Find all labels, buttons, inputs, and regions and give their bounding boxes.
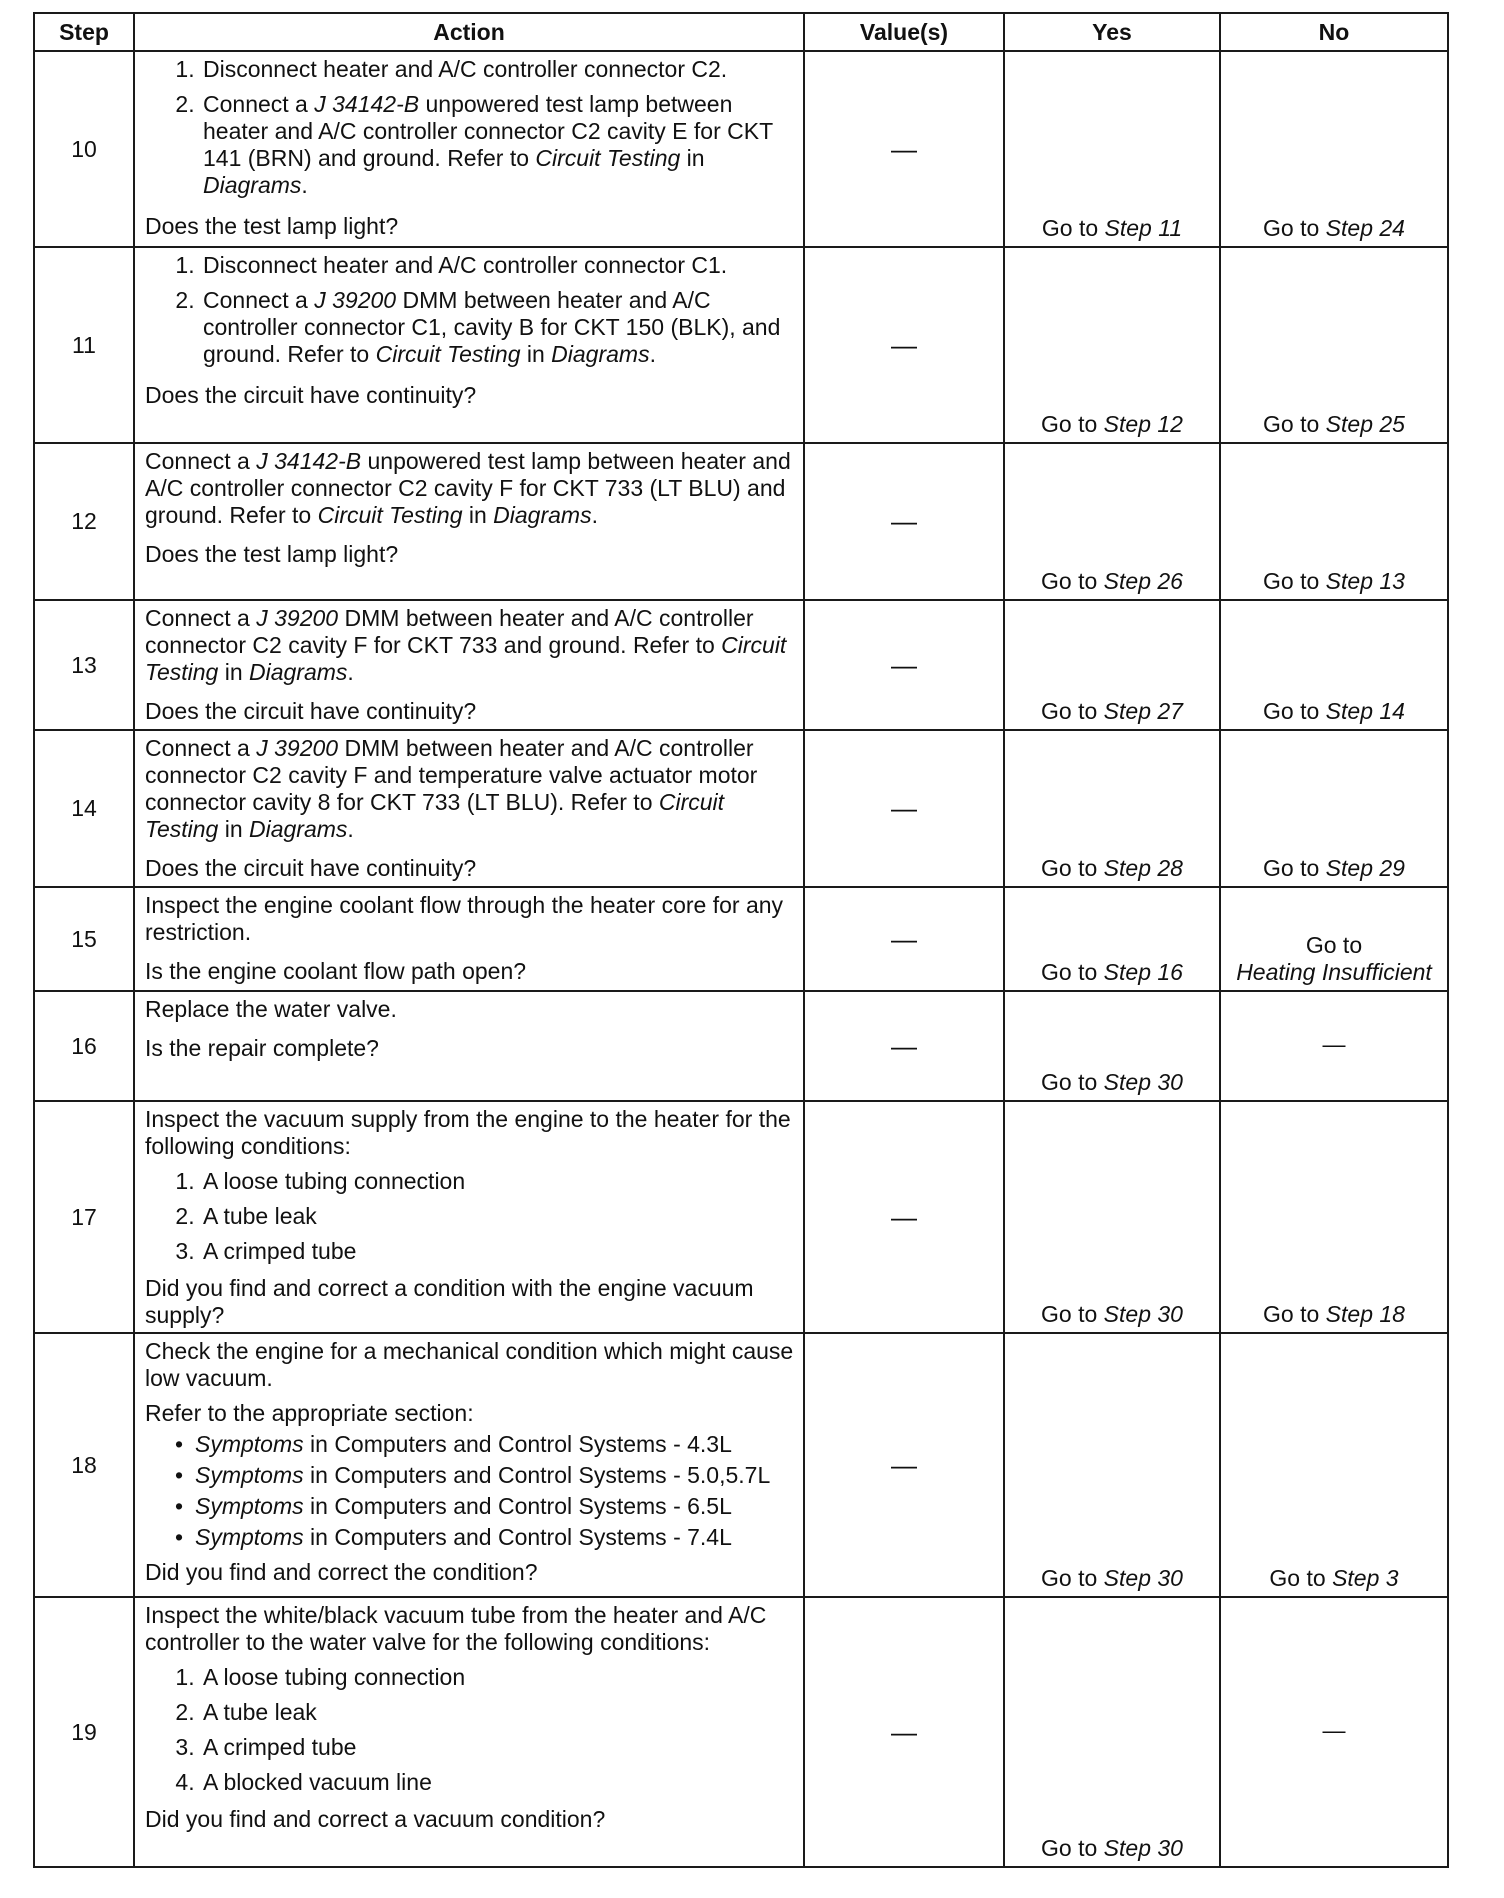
step-number: 18 xyxy=(34,1333,134,1597)
section-ref[interactable]: Symptoms xyxy=(195,1493,304,1519)
list-item: 2. A tube leak xyxy=(201,1699,795,1726)
no-link[interactable]: Step 3 xyxy=(1332,1565,1399,1591)
step-number: 15 xyxy=(34,887,134,991)
table-row xyxy=(34,730,1448,887)
value-cell: — xyxy=(804,991,1004,1101)
list-item: • Symptoms in Computers and Control Systems - 6.5L xyxy=(195,1493,795,1520)
no-cell: Go to Step 14 xyxy=(1220,600,1448,730)
no-cell: Go to Step 29 xyxy=(1220,730,1448,887)
step-number: 13 xyxy=(34,600,134,730)
action-cell xyxy=(134,730,804,887)
no-cell: Go to Step 3 xyxy=(1220,1333,1448,1597)
list-item: • Symptoms in Computers and Control Systems - 7.4L xyxy=(195,1524,795,1551)
table-row xyxy=(34,51,1448,247)
section-ref: Diagrams xyxy=(249,659,348,685)
value-cell: — xyxy=(804,1333,1004,1597)
yes-link[interactable]: Step 16 xyxy=(1103,959,1183,985)
list-item: 1. Disconnect heater and A/C controller connector C1. xyxy=(201,252,795,279)
section-ref[interactable]: Symptoms xyxy=(195,1524,304,1550)
yes-cell: Go to Step 12 xyxy=(1004,247,1220,443)
action-text: Inspect the white/black vacuum tube from the heater and A/C controller to the water valve for the following conditions: xyxy=(145,1602,767,1655)
action-text: Connect a J 39200 DMM between heater and A/C controller connector C2 cavity F for CKT 733 and ground. Refer to Circuit Testing in Diagrams. xyxy=(145,605,787,685)
yes-link[interactable]: Step 30 xyxy=(1103,1301,1183,1327)
action-text: Check the engine for a mechanical condition which might cause low vacuum. xyxy=(145,1338,794,1391)
header-step: Step xyxy=(34,13,134,51)
section-ref: Diagrams xyxy=(249,816,348,842)
step-number: 16 xyxy=(34,991,134,1101)
yes-cell: Go to Step 30 xyxy=(1004,1333,1220,1597)
yes-cell: Go to Step 30 xyxy=(1004,991,1220,1101)
action-cell xyxy=(134,991,804,1101)
table-row xyxy=(34,247,1448,443)
yes-link[interactable]: Step 11 xyxy=(1104,215,1183,241)
action-cell xyxy=(134,51,804,247)
no-link[interactable]: Step 24 xyxy=(1325,215,1405,241)
action-text: Connect a J 39200 DMM between heater and A/C controller connector C2 cavity F and temperature valve actuator motor connector cavity 8 for CKT 733 (LT BLU). Refer to Circuit Testing in Diagrams. xyxy=(145,735,758,842)
yes-cell: Go to Step 30 xyxy=(1004,1101,1220,1333)
no-cell: Go to Step 25 xyxy=(1220,247,1448,443)
section-ref: Circuit Testing xyxy=(535,145,681,171)
yes-link[interactable]: Step 12 xyxy=(1103,411,1183,437)
value-cell: — xyxy=(804,600,1004,730)
tool-ref: J 34142-B xyxy=(314,91,420,117)
tool-ref: J 39200 xyxy=(314,287,397,313)
table-row xyxy=(34,887,1448,991)
section-ref: Circuit Testing xyxy=(317,502,463,528)
step-number: 11 xyxy=(34,247,134,443)
step-number: 19 xyxy=(34,1597,134,1867)
action-text: Connect a J 34142-B unpowered test lamp between heater and A/C controller connector C2 cavity F for CKT 733 (LT BLU) and ground. Refer to Circuit Testing in Diagrams. xyxy=(145,448,791,528)
yes-cell: Go to Step 26 xyxy=(1004,443,1220,600)
no-link[interactable]: Heating Insufficient xyxy=(1236,959,1432,985)
section-ref: Circuit Testing xyxy=(375,341,521,367)
section-ref: Circuit Testing xyxy=(145,789,725,842)
header-action: Action xyxy=(134,13,804,51)
yes-cell: Go to Step 30 xyxy=(1004,1597,1220,1867)
step-number: 10 xyxy=(34,51,134,247)
table-row xyxy=(34,443,1448,600)
section-ref[interactable]: Symptoms xyxy=(195,1431,304,1457)
table-row xyxy=(34,1333,1448,1597)
no-cell: — xyxy=(1220,991,1448,1101)
list-item: • Symptoms in Computers and Control Systems - 4.3L xyxy=(195,1431,795,1458)
action-list xyxy=(145,56,795,203)
action-cell xyxy=(134,1333,804,1597)
question: Does the circuit have continuity? xyxy=(145,382,477,408)
tool-ref: J 34142-B xyxy=(256,448,362,474)
table-row xyxy=(34,991,1448,1101)
yes-cell: Go to Step 11 xyxy=(1004,51,1220,247)
action-cell xyxy=(134,443,804,600)
action-text: Refer to the appropriate section: xyxy=(145,1400,474,1426)
yes-cell: Go to Step 27 xyxy=(1004,600,1220,730)
list-item: 4. A blocked vacuum line xyxy=(201,1769,795,1796)
question: Did you find and correct a condition with the engine vacuum supply? xyxy=(145,1275,754,1328)
list-item: • Symptoms in Computers and Control Systems - 5.0,5.7L xyxy=(195,1462,795,1489)
question: Does the circuit have continuity? xyxy=(145,855,477,881)
step-number: 17 xyxy=(34,1101,134,1333)
table-row xyxy=(34,1101,1448,1333)
yes-link[interactable]: Step 30 xyxy=(1103,1835,1183,1861)
header-yes: Yes xyxy=(1004,13,1220,51)
header-no: No xyxy=(1220,13,1448,51)
section-ref[interactable]: Symptoms xyxy=(195,1462,304,1488)
action-list xyxy=(145,252,795,372)
action-text: Replace the water valve. xyxy=(145,996,397,1022)
yes-link[interactable]: Step 28 xyxy=(1103,855,1183,881)
action-cell xyxy=(134,600,804,730)
list-item: 1. A loose tubing connection xyxy=(201,1168,795,1195)
value-cell: — xyxy=(804,730,1004,887)
section-ref: Diagrams xyxy=(493,502,592,528)
section-ref: Circuit Testing xyxy=(145,632,787,685)
condition-list xyxy=(145,1168,795,1265)
list-item: 2. Connect a J 39200 DMM between heater and A/C controller connector C1, cavity B for CKT 150 (BLK), and ground. Refer to Circuit Testing in Diagrams. xyxy=(201,287,795,368)
table-row xyxy=(34,1597,1448,1867)
no-cell: Go to Step 18 xyxy=(1220,1101,1448,1333)
list-item: 1. A loose tubing connection xyxy=(201,1664,795,1691)
no-cell: — xyxy=(1220,1597,1448,1867)
value-cell: — xyxy=(804,247,1004,443)
action-cell xyxy=(134,1101,804,1333)
section-ref: Diagrams xyxy=(551,341,650,367)
value-cell: — xyxy=(804,1101,1004,1333)
question: Did you find and correct the condition? xyxy=(145,1559,538,1585)
no-link[interactable]: Step 14 xyxy=(1325,698,1405,724)
question: Does the circuit have continuity? xyxy=(145,698,477,724)
yes-link[interactable]: Step 27 xyxy=(1103,698,1183,724)
action-text: Inspect the vacuum supply from the engine to the heater for the following conditions: xyxy=(145,1106,791,1159)
table-row xyxy=(34,600,1448,730)
value-cell: — xyxy=(804,51,1004,247)
step-number: 12 xyxy=(34,443,134,600)
header-values: Value(s) xyxy=(804,13,1004,51)
question: Is the engine coolant flow path open? xyxy=(145,958,527,984)
no-link[interactable]: Step 18 xyxy=(1325,1301,1405,1327)
yes-link[interactable]: Step 30 xyxy=(1103,1069,1183,1095)
diagnostic-table xyxy=(33,12,1449,1868)
condition-list xyxy=(145,1664,795,1796)
yes-cell: Go to Step 28 xyxy=(1004,730,1220,887)
action-cell xyxy=(134,247,804,443)
action-cell xyxy=(134,887,804,991)
yes-link[interactable]: Step 30 xyxy=(1103,1565,1183,1591)
no-cell: Go to Heating Insufficient xyxy=(1220,887,1448,991)
tool-ref: J 39200 xyxy=(256,605,339,631)
reference-list xyxy=(145,1431,795,1551)
section-ref: Diagrams xyxy=(203,172,302,198)
value-cell: — xyxy=(804,887,1004,991)
question: Is the repair complete? xyxy=(145,1035,379,1061)
yes-cell: Go to Step 16 xyxy=(1004,887,1220,991)
list-item: 2. A tube leak xyxy=(201,1203,795,1230)
tool-ref: J 39200 xyxy=(256,735,339,761)
value-cell: — xyxy=(804,443,1004,600)
action-cell xyxy=(134,1597,804,1867)
no-link[interactable]: Step 25 xyxy=(1325,411,1405,437)
action-text: Inspect the engine coolant flow through the heater core for any restriction. xyxy=(145,892,784,945)
yes-link[interactable]: Step 26 xyxy=(1103,568,1183,594)
list-item: 1. Disconnect heater and A/C controller connector C2. xyxy=(201,56,795,83)
question: Did you find and correct a vacuum condition? xyxy=(145,1806,606,1832)
question: Does the test lamp light? xyxy=(145,541,399,567)
no-cell: Go to Step 24 xyxy=(1220,51,1448,247)
step-number: 14 xyxy=(34,730,134,887)
no-link[interactable]: Step 29 xyxy=(1325,855,1405,881)
no-link[interactable]: Step 13 xyxy=(1325,568,1405,594)
list-item: 3. A crimped tube xyxy=(201,1734,795,1761)
header-row xyxy=(34,13,1448,51)
list-item: 2. Connect a J 34142-B unpowered test lamp between heater and A/C controller connector C2 cavity E for CKT 141 (BRN) and ground. Refer to Circuit Testing in Diagrams. xyxy=(201,91,795,199)
question: Does the test lamp light? xyxy=(145,213,399,239)
list-item: 3. A crimped tube xyxy=(201,1238,795,1265)
no-cell: Go to Step 13 xyxy=(1220,443,1448,600)
value-cell: — xyxy=(804,1597,1004,1867)
